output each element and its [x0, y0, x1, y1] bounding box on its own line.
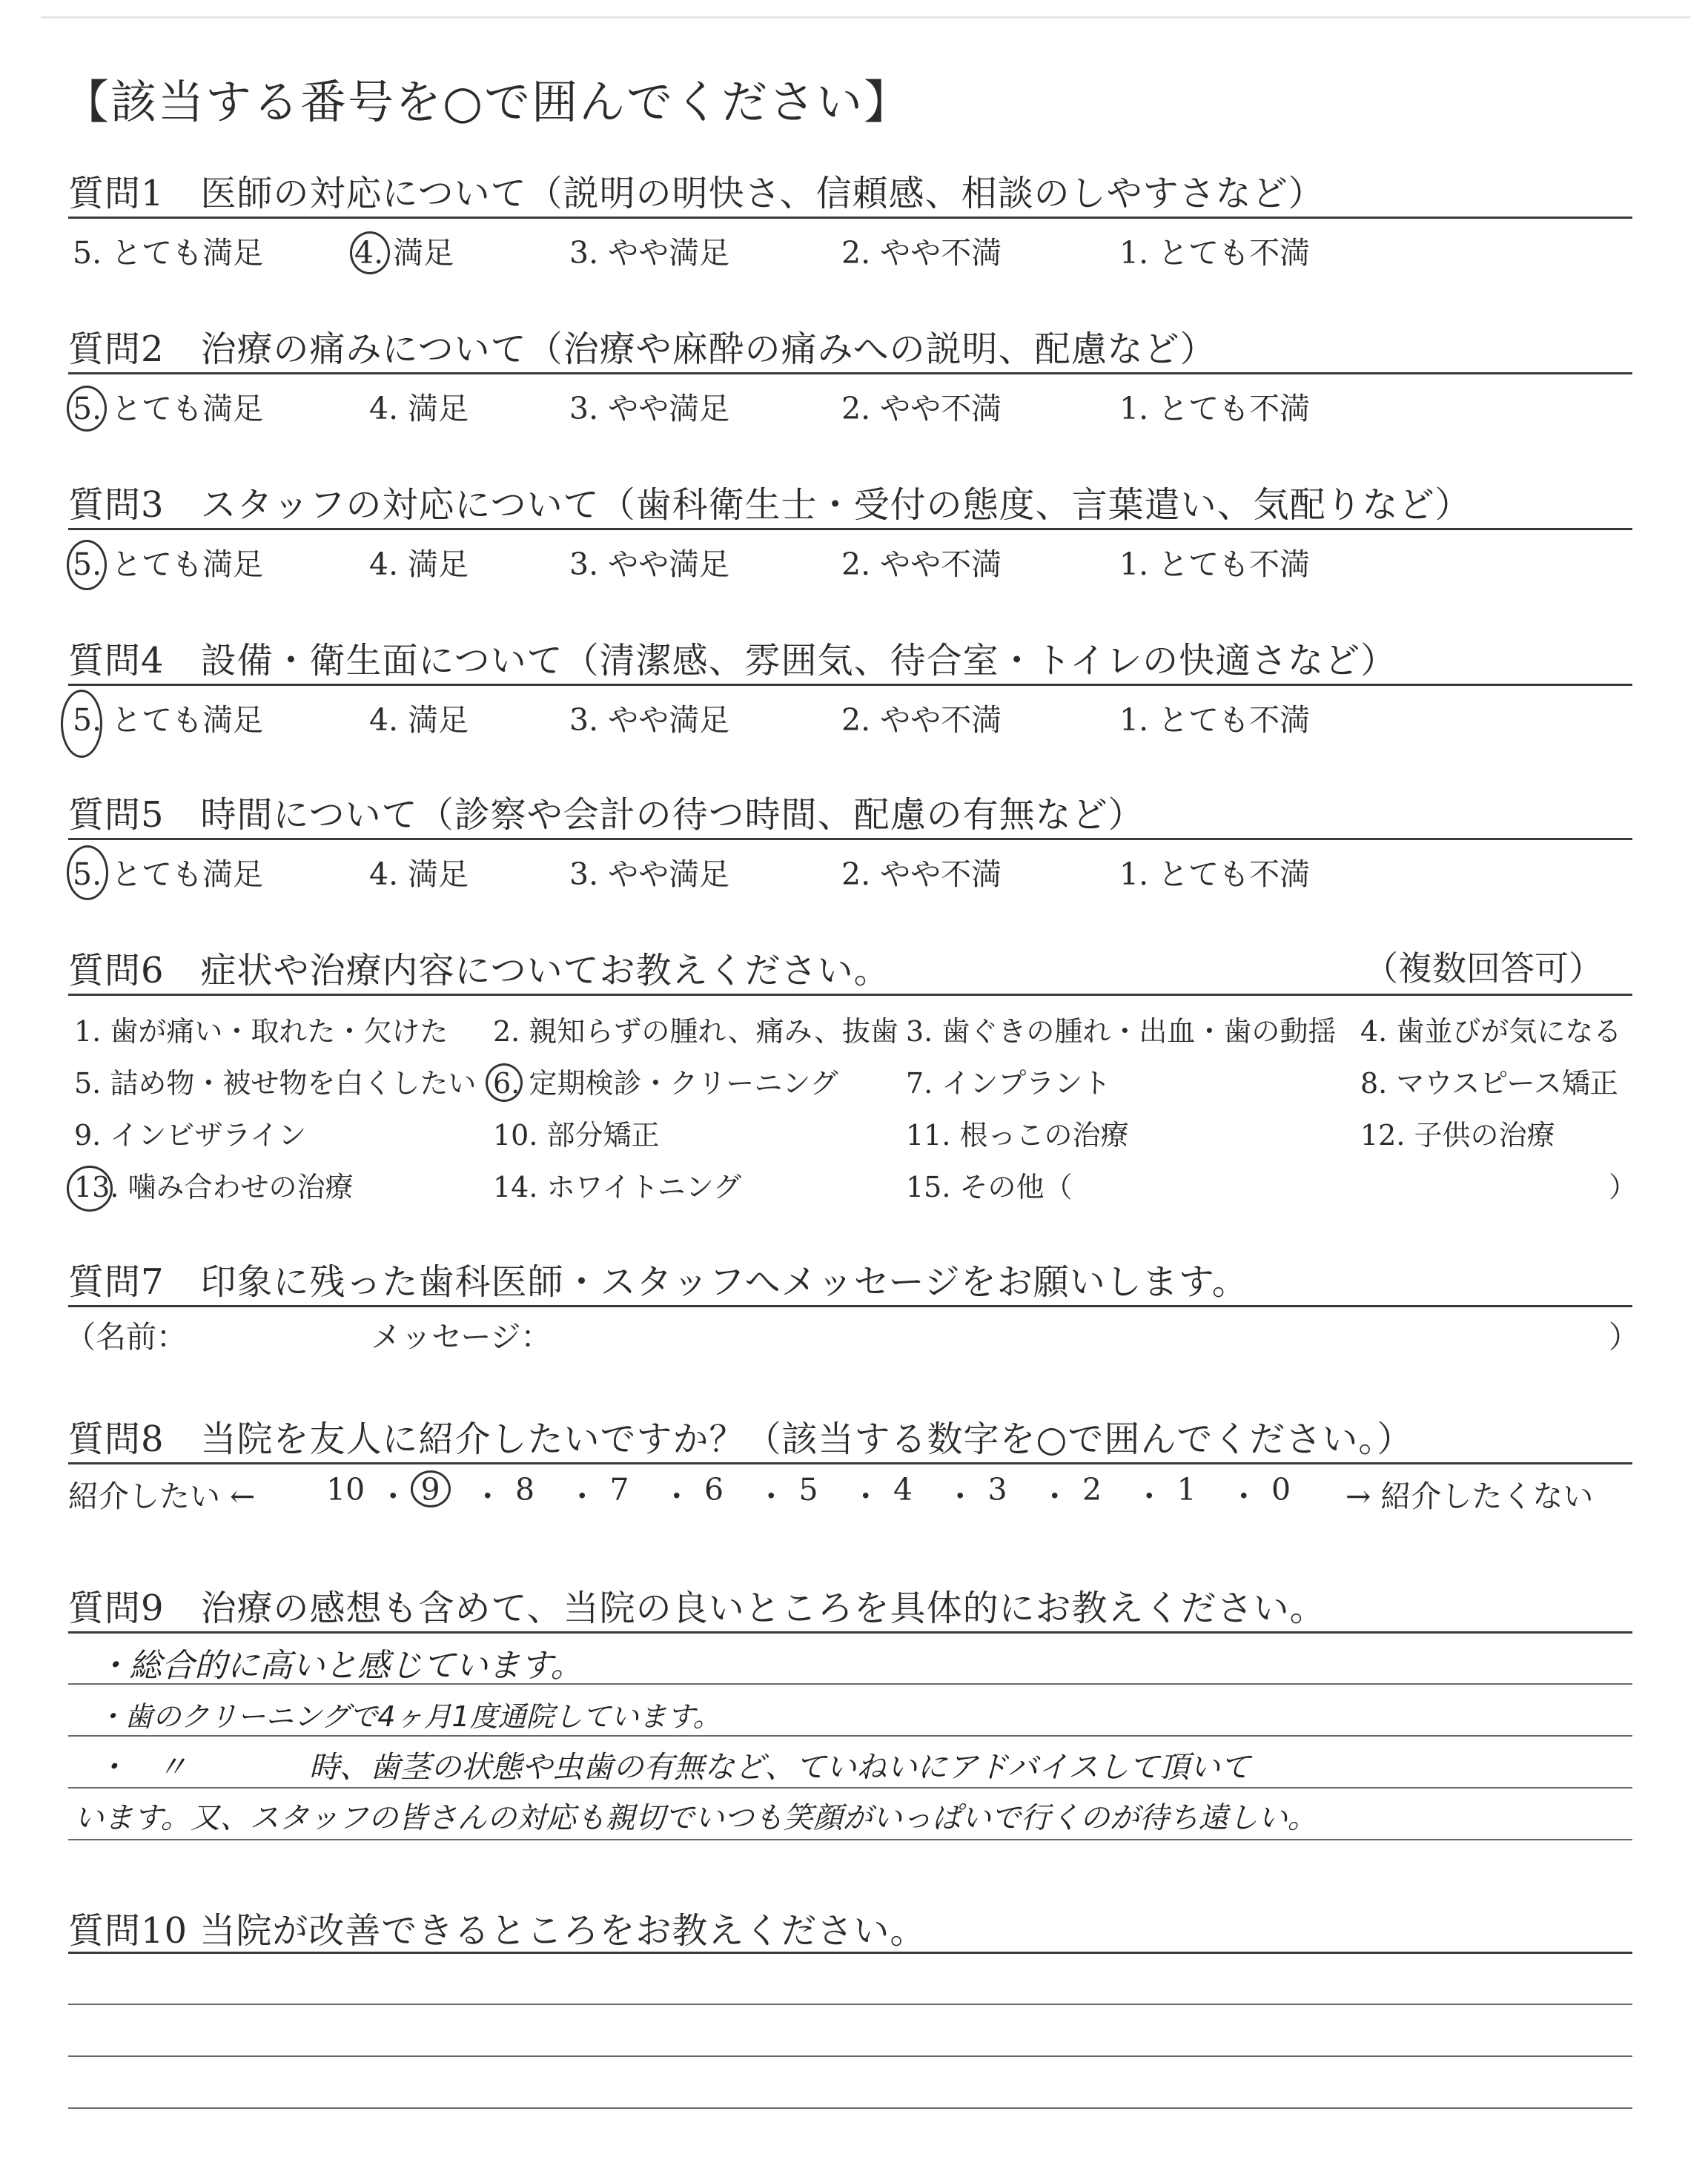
- q6-option-6[interactable]: 6. 定期検診・クリーニング: [493, 1067, 838, 1100]
- q8-selection-circle: [411, 1470, 451, 1507]
- q6-option-9[interactable]: 9. インビザライン: [74, 1119, 307, 1152]
- q6-option-3[interactable]: 3. 歯ぐきの腫れ・出血・歯の動揺: [906, 1015, 1337, 1048]
- q10-title: 質問10 当院が改善できるところをお教えください。: [68, 1910, 927, 1952]
- q6-multiple-answers-note: （複数回答可）: [1364, 948, 1603, 988]
- q6-option-4[interactable]: 4. 歯並びが気になる: [1360, 1015, 1622, 1048]
- q7-title: 質問7 印象に残った歯科医師・スタッフへメッセージをお願いします。: [68, 1261, 1248, 1303]
- q3-option-5[interactable]: 5. とても満足: [73, 546, 264, 582]
- q1-selection-circle: [350, 231, 390, 274]
- q6-option-7[interactable]: 7. インプラント: [906, 1067, 1111, 1100]
- q6-option-13[interactable]: 13. 噛み合わせの治療: [74, 1171, 354, 1203]
- q6-option-5[interactable]: 5. 詰め物・被せ物を白くしたい: [74, 1067, 477, 1100]
- q6-title: 質問6 症状や治療内容についてお教えください。: [68, 950, 890, 991]
- q1-title: 質問1 医師の対応について（説明の明快さ、信頼感、相談のしやすさなど）: [68, 173, 1325, 214]
- q5-option-3[interactable]: 3. やや満足: [569, 856, 730, 892]
- q9-line-2: [68, 1735, 1632, 1737]
- q5-option-4[interactable]: 4. 満足: [369, 856, 469, 892]
- q10-rule: [68, 1952, 1632, 1954]
- q3-option-3[interactable]: 3. やや満足: [569, 546, 730, 582]
- q8-scale-4[interactable]: 4: [893, 1472, 913, 1507]
- q8-scale-7[interactable]: 7: [609, 1472, 629, 1507]
- q8-scale-10[interactable]: 10: [326, 1472, 365, 1507]
- q5-title: 質問5 時間について（診察や会計の待つ時間、配慮の有無など）: [68, 794, 1145, 836]
- q6-option-11[interactable]: 11. 根っこの治療: [906, 1119, 1129, 1152]
- q2-option-5[interactable]: 5. とても満足: [73, 391, 264, 426]
- q6-rule: [68, 994, 1632, 996]
- q4-selection-circle: [61, 690, 102, 758]
- q4-title: 質問4 設備・衛生面について（清潔感、雰囲気、待合室・トイレの快適さなど）: [68, 640, 1397, 681]
- q6-option-8[interactable]: 8. マウスピース矯正: [1360, 1067, 1618, 1100]
- q8-scale-8[interactable]: 8: [515, 1472, 535, 1507]
- q8-scale-1[interactable]: 1: [1176, 1472, 1196, 1507]
- q1-option-3[interactable]: 3. やや満足: [569, 235, 730, 271]
- q3-option-2[interactable]: 2. やや不満: [841, 546, 1002, 582]
- q6-option-14[interactable]: 14. ホワイトニング: [493, 1171, 742, 1203]
- q6-selection-circle-6: [486, 1063, 523, 1102]
- q8-scale-2[interactable]: 2: [1082, 1472, 1102, 1507]
- q4-option-3[interactable]: 3. やや満足: [569, 702, 730, 738]
- q1-option-4[interactable]: 4. 満足: [354, 235, 454, 271]
- q1-rule: [68, 217, 1632, 219]
- q9-rule: [68, 1631, 1632, 1634]
- q8-scale-separator: ・: [944, 1479, 976, 1514]
- page-title: 【該当する番号を○で囲んでください】: [63, 75, 912, 129]
- q10-line-1: [68, 2004, 1632, 2005]
- q8-scale-0[interactable]: 0: [1271, 1472, 1291, 1507]
- q4-option-5[interactable]: 5. とても満足: [73, 702, 264, 738]
- q1-option-2[interactable]: 2. やや不満: [841, 235, 1002, 271]
- q10-line-2: [68, 2055, 1632, 2057]
- q5-rule: [68, 838, 1632, 840]
- q3-option-1[interactable]: 1. とても不満: [1119, 546, 1311, 582]
- q8-scale-separator: ・: [661, 1479, 692, 1514]
- q2-option-1[interactable]: 1. とても不満: [1119, 391, 1311, 426]
- q8-scale-separator: ・: [1228, 1479, 1260, 1514]
- q8-right-label: → 紹介したくない: [1345, 1479, 1594, 1514]
- q3-title: 質問3 スタッフの対応について（歯科衛生士・受付の態度、言葉遣い、気配りなど）: [68, 484, 1472, 526]
- q6-option-15[interactable]: 15. その他（: [906, 1171, 1073, 1203]
- q3-rule: [68, 528, 1632, 530]
- q2-title: 質問2 治療の痛みについて（治療や麻酔の痛みへの説明、配慮など）: [68, 328, 1217, 370]
- q7-message-label: メッセージ：: [371, 1319, 552, 1355]
- q4-rule: [68, 684, 1632, 686]
- q8-scale-separator: ・: [850, 1479, 881, 1514]
- q8-scale-6[interactable]: 6: [704, 1472, 724, 1507]
- q9-answer-line-2: ・歯のクリーニングで4ヶ月1度通院しています。: [96, 1700, 721, 1733]
- q2-option-3[interactable]: 3. やや満足: [569, 391, 730, 426]
- q3-option-4[interactable]: 4. 満足: [369, 546, 469, 582]
- q6-option-10[interactable]: 10. 部分矯正: [493, 1119, 660, 1152]
- q6-option-2[interactable]: 2. 親知らずの腫れ、痛み、抜歯: [493, 1015, 898, 1048]
- q8-left-label: 紹介したい ←: [68, 1479, 256, 1514]
- q2-rule: [68, 372, 1632, 374]
- q6-option-12[interactable]: 12. 子供の治療: [1360, 1119, 1555, 1152]
- q7-close-paren: ）: [1609, 1319, 1639, 1355]
- q8-scale-separator: ・: [755, 1479, 787, 1514]
- q9-title: 質問9 治療の感想も含めて、当院の良いところを具体的にお教えください。: [68, 1588, 1326, 1629]
- q1-option-5[interactable]: 5. とても満足: [73, 235, 264, 271]
- q4-option-4[interactable]: 4. 満足: [369, 702, 469, 738]
- q8-scale-3[interactable]: 3: [987, 1472, 1007, 1507]
- q4-option-1[interactable]: 1. とても不満: [1119, 702, 1311, 738]
- q1-option-1[interactable]: 1. とても不満: [1119, 235, 1311, 271]
- q9-answer-line-3: ・ 〃 時、歯茎の状態や虫歯の有無など、ていねいにアドバイスして頂いて: [96, 1749, 1251, 1785]
- q8-scale-9[interactable]: 9: [420, 1472, 440, 1507]
- q8-rule: [68, 1462, 1632, 1464]
- q9-line-4: [68, 1839, 1632, 1840]
- q9-answer-line-1: ・総合的に高いと感じています。: [96, 1647, 583, 1685]
- q5-option-5[interactable]: 5. とても満足: [73, 856, 264, 892]
- q8-scale-separator: ・: [1133, 1479, 1165, 1514]
- q5-option-1[interactable]: 1. とても不満: [1119, 856, 1311, 892]
- q8-scale-separator: ・: [1039, 1479, 1070, 1514]
- q2-selection-circle: [67, 386, 107, 432]
- q9-line-3: [68, 1787, 1632, 1789]
- q9-answer-line-4: います。又、スタッフの皆さんの対応も親切でいつも笑顔がいっぱいで行くのが待ち遠しい。: [74, 1801, 1317, 1835]
- q10-line-3: [68, 2107, 1632, 2109]
- q2-option-4[interactable]: 4. 満足: [369, 391, 469, 426]
- q2-option-2[interactable]: 2. やや不満: [841, 391, 1002, 426]
- q3-selection-circle: [67, 540, 107, 590]
- q8-scale-separator: ・: [566, 1479, 598, 1514]
- q8-scale-separator: ・: [377, 1479, 408, 1514]
- q8-title: 質問8 当院を友人に紹介したいですか？（該当する数字を○で囲んでください。）: [68, 1418, 1414, 1460]
- q6-option-15-close: ）: [1609, 1171, 1638, 1203]
- q8-scale-5[interactable]: 5: [798, 1472, 818, 1507]
- q8-scale-separator: ・: [472, 1479, 503, 1514]
- q5-selection-circle: [67, 845, 108, 900]
- q7-rule: [68, 1305, 1632, 1307]
- q7-name-label: （名前：: [65, 1319, 187, 1355]
- q4-option-2[interactable]: 2. やや不満: [841, 702, 1002, 738]
- q6-selection-circle-13: [67, 1166, 113, 1212]
- q6-option-1[interactable]: 1. 歯が痛い・取れた・欠けた: [74, 1015, 448, 1048]
- top-border: [41, 16, 1690, 19]
- q5-option-2[interactable]: 2. やや不満: [841, 856, 1002, 892]
